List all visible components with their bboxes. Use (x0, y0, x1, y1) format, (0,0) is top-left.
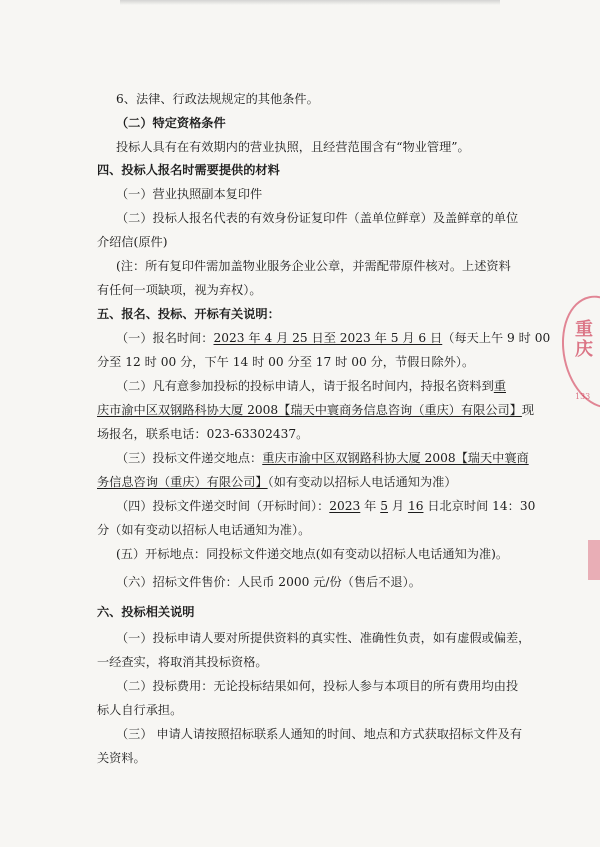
section6-item2-line1: （二）投标费用：无论投标结果如何，投标人参与本项目的所有费用均由投 (116, 679, 519, 693)
registration-time-line2: 分至 12 时 00 分，下午 14 时 00 分至 17 时 00 分，节假日除外）。 (97, 355, 475, 369)
registration-time-line1 (116, 331, 551, 345)
official-seal-number: 133 (575, 392, 591, 401)
apply-address-tail: 现 (521, 403, 535, 417)
submit-location-label: （三）投标文件递交地点： (116, 451, 263, 465)
apply-line3: 场报名，联系电话：023-63302437。 (97, 427, 309, 441)
apply-line1 (116, 379, 546, 393)
special-qualification-title: （二）特定资格条件 (116, 116, 226, 130)
submit-location-line1 (116, 451, 546, 465)
section4-note-line1: (注：所有复印件需加盖物业服务企业公章，并需配带原件核对。上述资料 (116, 259, 511, 273)
scan-edge (120, 0, 500, 5)
deadline-month: 5 (380, 499, 389, 513)
registration-time-label: （一）报名时间： (116, 331, 214, 345)
opening-location: (五）开标地点：同投标文件递交地点(如有变动以招标人电话通知为准)。 (116, 547, 509, 561)
submit-address-part1: 重庆市渝中区双钢路科协大厦 2008【瑞天中寰商 (262, 451, 529, 465)
deadline-line2: 分（如有变动以招标人电话通知为准）。 (97, 523, 311, 537)
deadline-year: 2023 (329, 499, 361, 513)
section4-item2-line2: 介绍信(原件) (97, 235, 168, 249)
deadline-label: （四）投标文件递交时间（开标时间）： (116, 499, 330, 513)
deadline-line1 (116, 499, 546, 513)
section4-item1: （一）营业执照副本复印件 (116, 187, 263, 201)
apply-address: 庆市渝中区双钢路科协大厦 2008【瑞天中寰商务信息咨询（重庆）有限公司】 (97, 403, 522, 417)
deadline-year-unit: 年 (360, 499, 381, 513)
official-seal-text: 重庆 (575, 319, 593, 360)
apply-line2 (97, 403, 535, 417)
submit-location-note: （如有变动以招标人电话通知为准） (267, 475, 457, 489)
section4-note-line2: 有任何一项缺项，视为弃权）。 (97, 283, 262, 297)
seal-fragment (588, 540, 600, 580)
apply-instructions: （二）凡有意参加投标的投标申请人，请于报名时间内，持报名资料到 (116, 379, 494, 393)
section6-title: 六、投标相关说明 (97, 605, 195, 619)
item-6: 6、法律、行政法规规定的其他条件。 (116, 92, 319, 106)
deadline-time: 日北京时间 14：30 (423, 499, 536, 513)
submit-location-line2 (97, 475, 527, 489)
section6-item2-line2: 标人自行承担。 (97, 703, 183, 717)
apply-address-start: 重 (493, 379, 506, 393)
section6-item3-line2: 关资料。 (97, 751, 146, 765)
submit-address-part2: 务信息咨询（重庆）有限公司】 (97, 475, 268, 489)
section6-item3-line1: （三） 申请人请按照招标联系人通知的时间、地点和方式获取招标文件及有 (116, 727, 523, 741)
section6-item1-line2: 一经查实，将取消其投标资格。 (97, 655, 268, 669)
registration-hours-start: （每天上午 9 时 00 (442, 331, 551, 345)
section6-item1-line1: （一）投标申请人要对所提供资料的真实性、准确性负责，如有虚假或偏差， (116, 631, 531, 645)
section4-item2-line1: （二）投标人报名代表的有效身份证复印件（盖单位鲜章）及盖鲜章的单位 (116, 211, 519, 225)
document-price: （六）招标文件售价：人民币 2000 元/份（售后不退）。 (116, 575, 421, 589)
registration-dates: 2023 年 4 月 25 日至 2023 年 5 月 6 日 (213, 331, 443, 345)
section5-title: 五、报名、投标、开标有关说明： (97, 307, 280, 321)
deadline-day: 16 (407, 499, 424, 513)
section4-title: 四、投标人报名时需要提供的材料 (97, 163, 280, 177)
special-qualification-body: 投标人具有在有效期内的营业执照，且经营范围含有“物业管理”。 (116, 140, 470, 154)
deadline-month-unit: 月 (388, 499, 408, 513)
